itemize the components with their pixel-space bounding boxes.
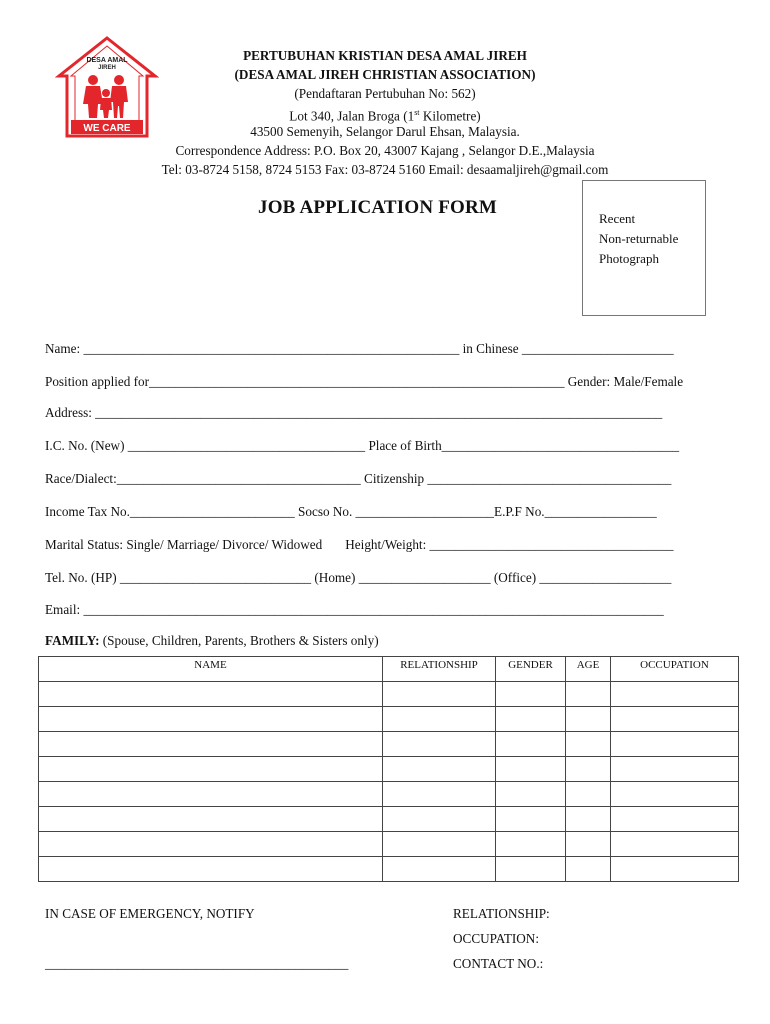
family-table-row <box>39 857 739 882</box>
family-cell-name[interactable] <box>39 857 383 882</box>
family-cell-name[interactable] <box>39 832 383 857</box>
form-title: JOB APPLICATION FORM <box>258 197 498 218</box>
family-cell-gender[interactable] <box>496 782 566 807</box>
family-cell-name[interactable] <box>39 707 383 732</box>
org-name-malay: PERTUBUHAN KRISTIAN DESA AMAL JIREH <box>243 48 527 63</box>
photo-label-photograph: Photograph <box>599 251 659 266</box>
org-name-english: (DESA AMAL JIREH CHRISTIAN ASSOCIATION) <box>234 67 536 82</box>
photo-box[interactable] <box>582 180 706 316</box>
family-cell-name[interactable] <box>39 757 383 782</box>
telephone-field[interactable]: Tel. No. (HP) _____________________________ (Home) ____________________ (Office) ____________________ <box>45 570 672 585</box>
race-citizenship-field[interactable]: Race/Dialect:_____________________________________ Citizenship _____________________________________ <box>45 471 672 486</box>
contact-details: Tel: 03-8724 5158, 8724 5153 Fax: 03-8724 5160 Email: desaamaljireh@gmail.com <box>161 162 609 177</box>
family-section-label <box>45 633 379 649</box>
column-header-name: NAME <box>39 657 383 682</box>
family-cell-gender[interactable] <box>496 807 566 832</box>
family-cell-age[interactable] <box>566 782 611 807</box>
family-cell-name[interactable] <box>39 732 383 757</box>
family-cell-relationship[interactable] <box>383 732 496 757</box>
family-table-row <box>39 832 739 857</box>
correspondence-address: Correspondence Address: P.O. Box 20, 43007 Kajang , Selangor D.E.,Malaysia <box>175 143 595 158</box>
family-cell-relationship[interactable] <box>383 857 496 882</box>
column-header-gender: GENDER <box>496 657 566 682</box>
family-table-row <box>39 707 739 732</box>
family-cell-relationship[interactable] <box>383 682 496 707</box>
column-header-age: AGE <box>566 657 611 682</box>
column-header-occupation: OCCUPATION <box>611 657 739 682</box>
logo-text-line1: DESA AMAL <box>86 57 128 64</box>
logo-text-line2: JIREH <box>98 65 116 71</box>
family-cell-occupation[interactable] <box>611 832 739 857</box>
family-cell-age[interactable] <box>566 757 611 782</box>
name-field[interactable]: Name: _________________________________________________________ in Chinese _______________________ <box>45 341 674 356</box>
marital-height-weight-field[interactable]: Marital Status: Single/ Marriage/ Divorce/ Widowed Height/Weight: _____________________________________ <box>45 537 674 552</box>
family-cell-age[interactable] <box>566 807 611 832</box>
family-table-row <box>39 782 739 807</box>
family-cell-gender[interactable] <box>496 707 566 732</box>
family-cell-age[interactable] <box>566 732 611 757</box>
family-cell-name[interactable] <box>39 807 383 832</box>
family-cell-gender[interactable] <box>496 682 566 707</box>
family-table-row <box>39 732 739 757</box>
emergency-relationship-field[interactable]: RELATIONSHIP: <box>453 906 550 921</box>
family-cell-age[interactable] <box>566 707 611 732</box>
family-cell-occupation[interactable] <box>611 707 739 732</box>
family-cell-gender[interactable] <box>496 832 566 857</box>
family-cell-occupation[interactable] <box>611 757 739 782</box>
address-line-1-end: Kilometre) <box>419 108 481 124</box>
family-cell-name[interactable] <box>39 782 383 807</box>
family-table-row <box>39 682 739 707</box>
address-field[interactable]: Address: ______________________________________________________________________________________ <box>45 405 663 420</box>
photo-label-recent: Recent <box>599 211 636 226</box>
family-cell-relationship[interactable] <box>383 757 496 782</box>
emergency-contact-number-field[interactable]: CONTACT NO.: <box>453 956 544 971</box>
column-header-relationship: RELATIONSHIP <box>383 657 496 682</box>
family-cell-occupation[interactable] <box>611 807 739 832</box>
family-cell-age[interactable] <box>566 832 611 857</box>
family-table-row <box>39 807 739 832</box>
emergency-notify-label: IN CASE OF EMERGENCY, NOTIFY <box>45 906 255 921</box>
family-cell-occupation[interactable] <box>611 857 739 882</box>
family-table-header <box>39 657 739 682</box>
position-gender-field[interactable]: Position applied for_______________________________________________________________ Gender: Male/Female <box>45 374 684 389</box>
family-cell-age[interactable] <box>566 682 611 707</box>
ordinal-suffix: st <box>414 108 420 117</box>
family-table <box>38 656 739 882</box>
emergency-occupation-field[interactable]: OCCUPATION: <box>453 931 539 946</box>
family-table-row <box>39 757 739 782</box>
family-cell-occupation[interactable] <box>611 682 739 707</box>
family-cell-gender[interactable] <box>496 757 566 782</box>
photo-label-non-returnable: Non-returnable <box>599 231 679 246</box>
family-cell-relationship[interactable] <box>383 707 496 732</box>
family-cell-occupation[interactable] <box>611 782 739 807</box>
family-cell-name[interactable] <box>39 682 383 707</box>
logo-tagline: WE CARE <box>83 123 131 134</box>
family-label-bold: FAMILY: <box>45 633 100 648</box>
registration-number: (Pendaftaran Pertubuhan No: 562) <box>294 86 476 101</box>
address-line-2: 43500 Semenyih, Selangor Darul Ehsan, Malaysia. <box>250 124 520 139</box>
address-line-1-text: Lot 340, Jalan Broga (1 <box>289 108 415 124</box>
family-cell-gender[interactable] <box>496 857 566 882</box>
email-field[interactable]: Email: ________________________________________________________________________________________ <box>45 602 664 617</box>
family-cell-occupation[interactable] <box>611 732 739 757</box>
family-cell-relationship[interactable] <box>383 782 496 807</box>
family-cell-age[interactable] <box>566 857 611 882</box>
family-cell-gender[interactable] <box>496 732 566 757</box>
tax-socso-epf-field[interactable]: Income Tax No._________________________ Socso No. _____________________E.P.F No._________________ <box>45 504 657 519</box>
family-label-note: (Spouse, Children, Parents, Brothers & Sisters only) <box>99 633 379 648</box>
family-cell-relationship[interactable] <box>383 832 496 857</box>
family-cell-relationship[interactable] <box>383 807 496 832</box>
ic-place-of-birth-field[interactable]: I.C. No. (New) ____________________________________ Place of Birth____________________________________ <box>45 438 680 453</box>
emergency-contact-name-line[interactable]: ______________________________________________ <box>45 956 349 971</box>
